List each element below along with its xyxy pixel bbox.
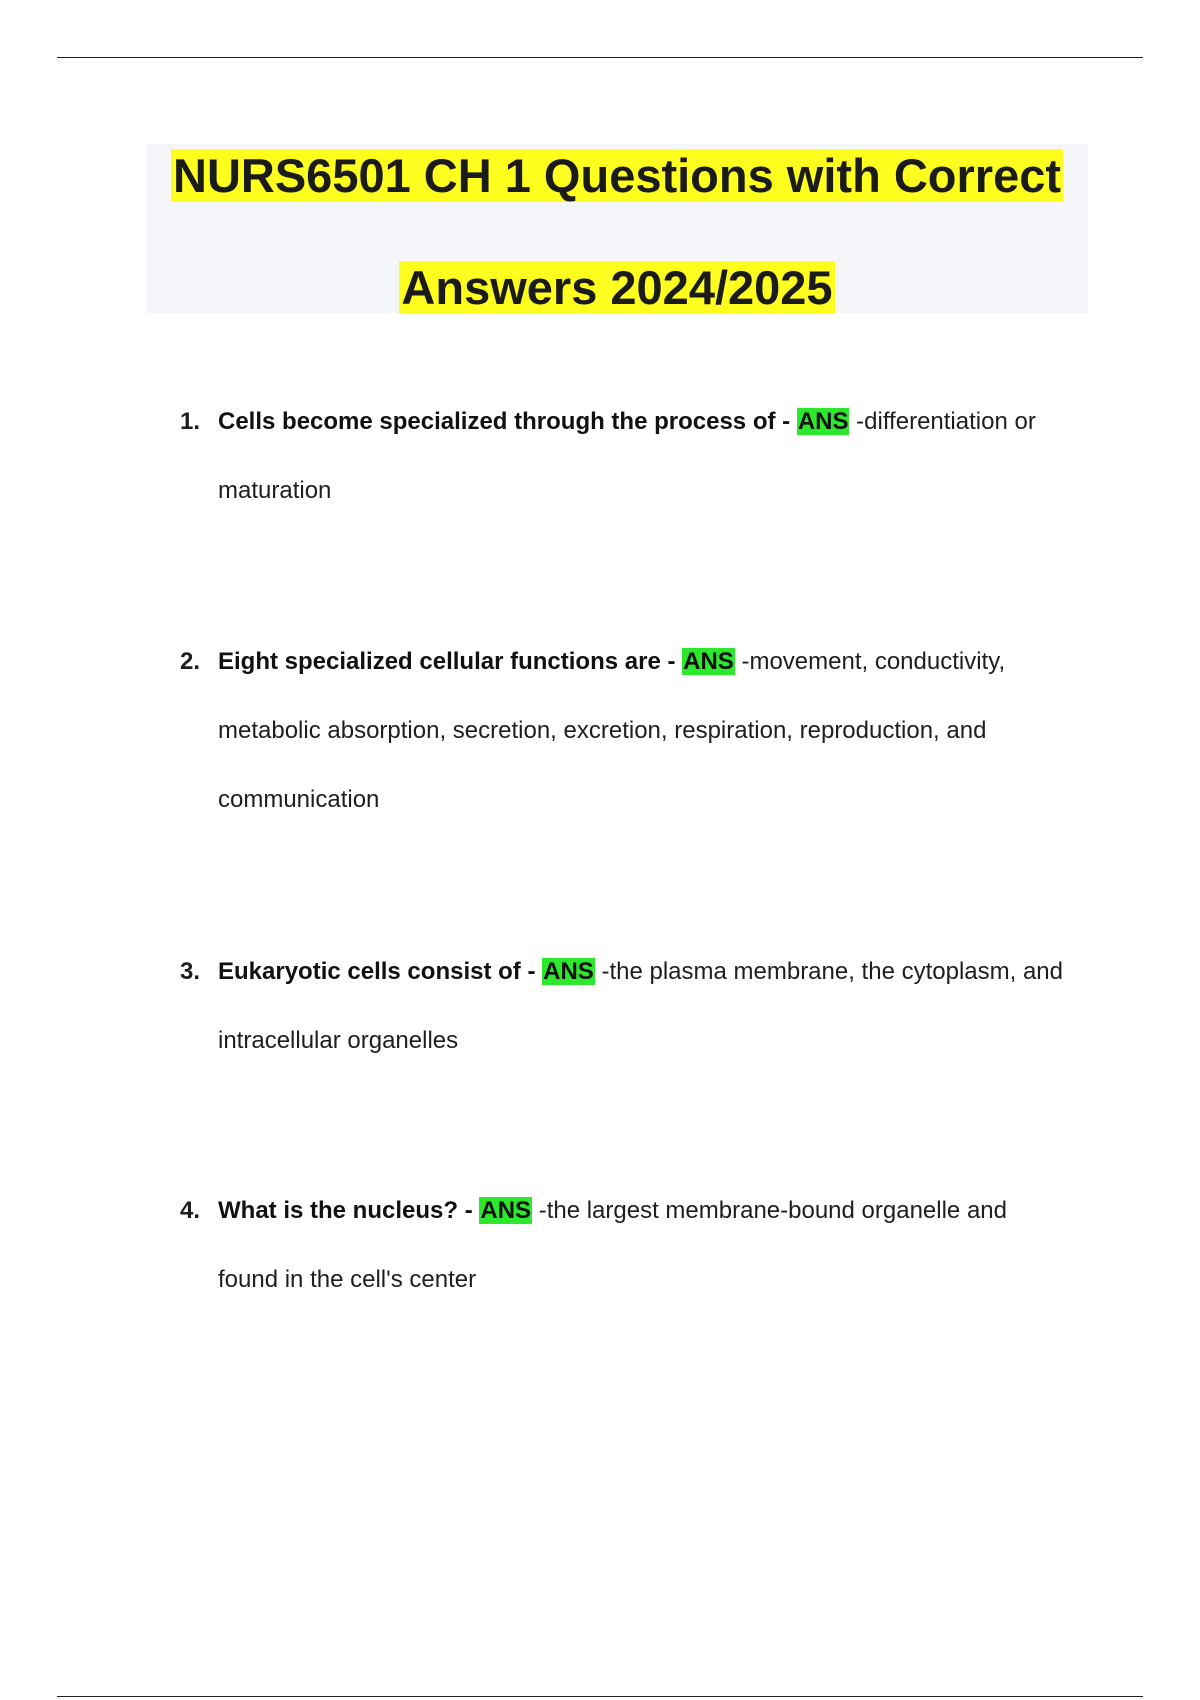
answer-text: -the plasma membrane, the cytoplasm, and intracellular organelles xyxy=(218,958,1064,1054)
ans-label: ANS xyxy=(683,648,734,675)
question-item xyxy=(180,627,1080,834)
question-text: Eukaryotic cells consist of - xyxy=(218,958,543,985)
document-title xyxy=(146,144,1088,313)
footer-rule xyxy=(57,1696,1143,1697)
answer-text: -the largest membrane-bound organelle and found in the cell's center xyxy=(218,1197,1007,1293)
question-text: What is the nucleus? - xyxy=(218,1197,480,1224)
question-number: 1. xyxy=(180,408,201,435)
title-line-1: NURS6501 CH 1 Questions with Correct xyxy=(173,149,1061,202)
title-line-2: Answers 2024/2025 xyxy=(401,261,833,314)
question-number: 3. xyxy=(180,958,201,985)
answer-text: -movement, conductivity, metabolic absorption, secretion, excretion, respiration, reproduction, and communication xyxy=(218,648,1006,813)
ans-label: ANS xyxy=(797,408,849,435)
question-item xyxy=(180,937,1080,1075)
question-item xyxy=(180,1176,1080,1314)
question-number: 4. xyxy=(180,1197,201,1224)
header-rule xyxy=(57,57,1143,58)
question-item xyxy=(180,387,1080,525)
ans-label: ANS xyxy=(543,958,594,985)
ans-label: ANS xyxy=(480,1197,532,1224)
question-text: Eight specialized cellular functions are - xyxy=(218,648,683,675)
question-number: 2. xyxy=(180,648,201,675)
question-text: Cells become specialized through the process of - xyxy=(218,408,797,435)
answer-text: -differentiation or maturation xyxy=(218,408,1036,504)
